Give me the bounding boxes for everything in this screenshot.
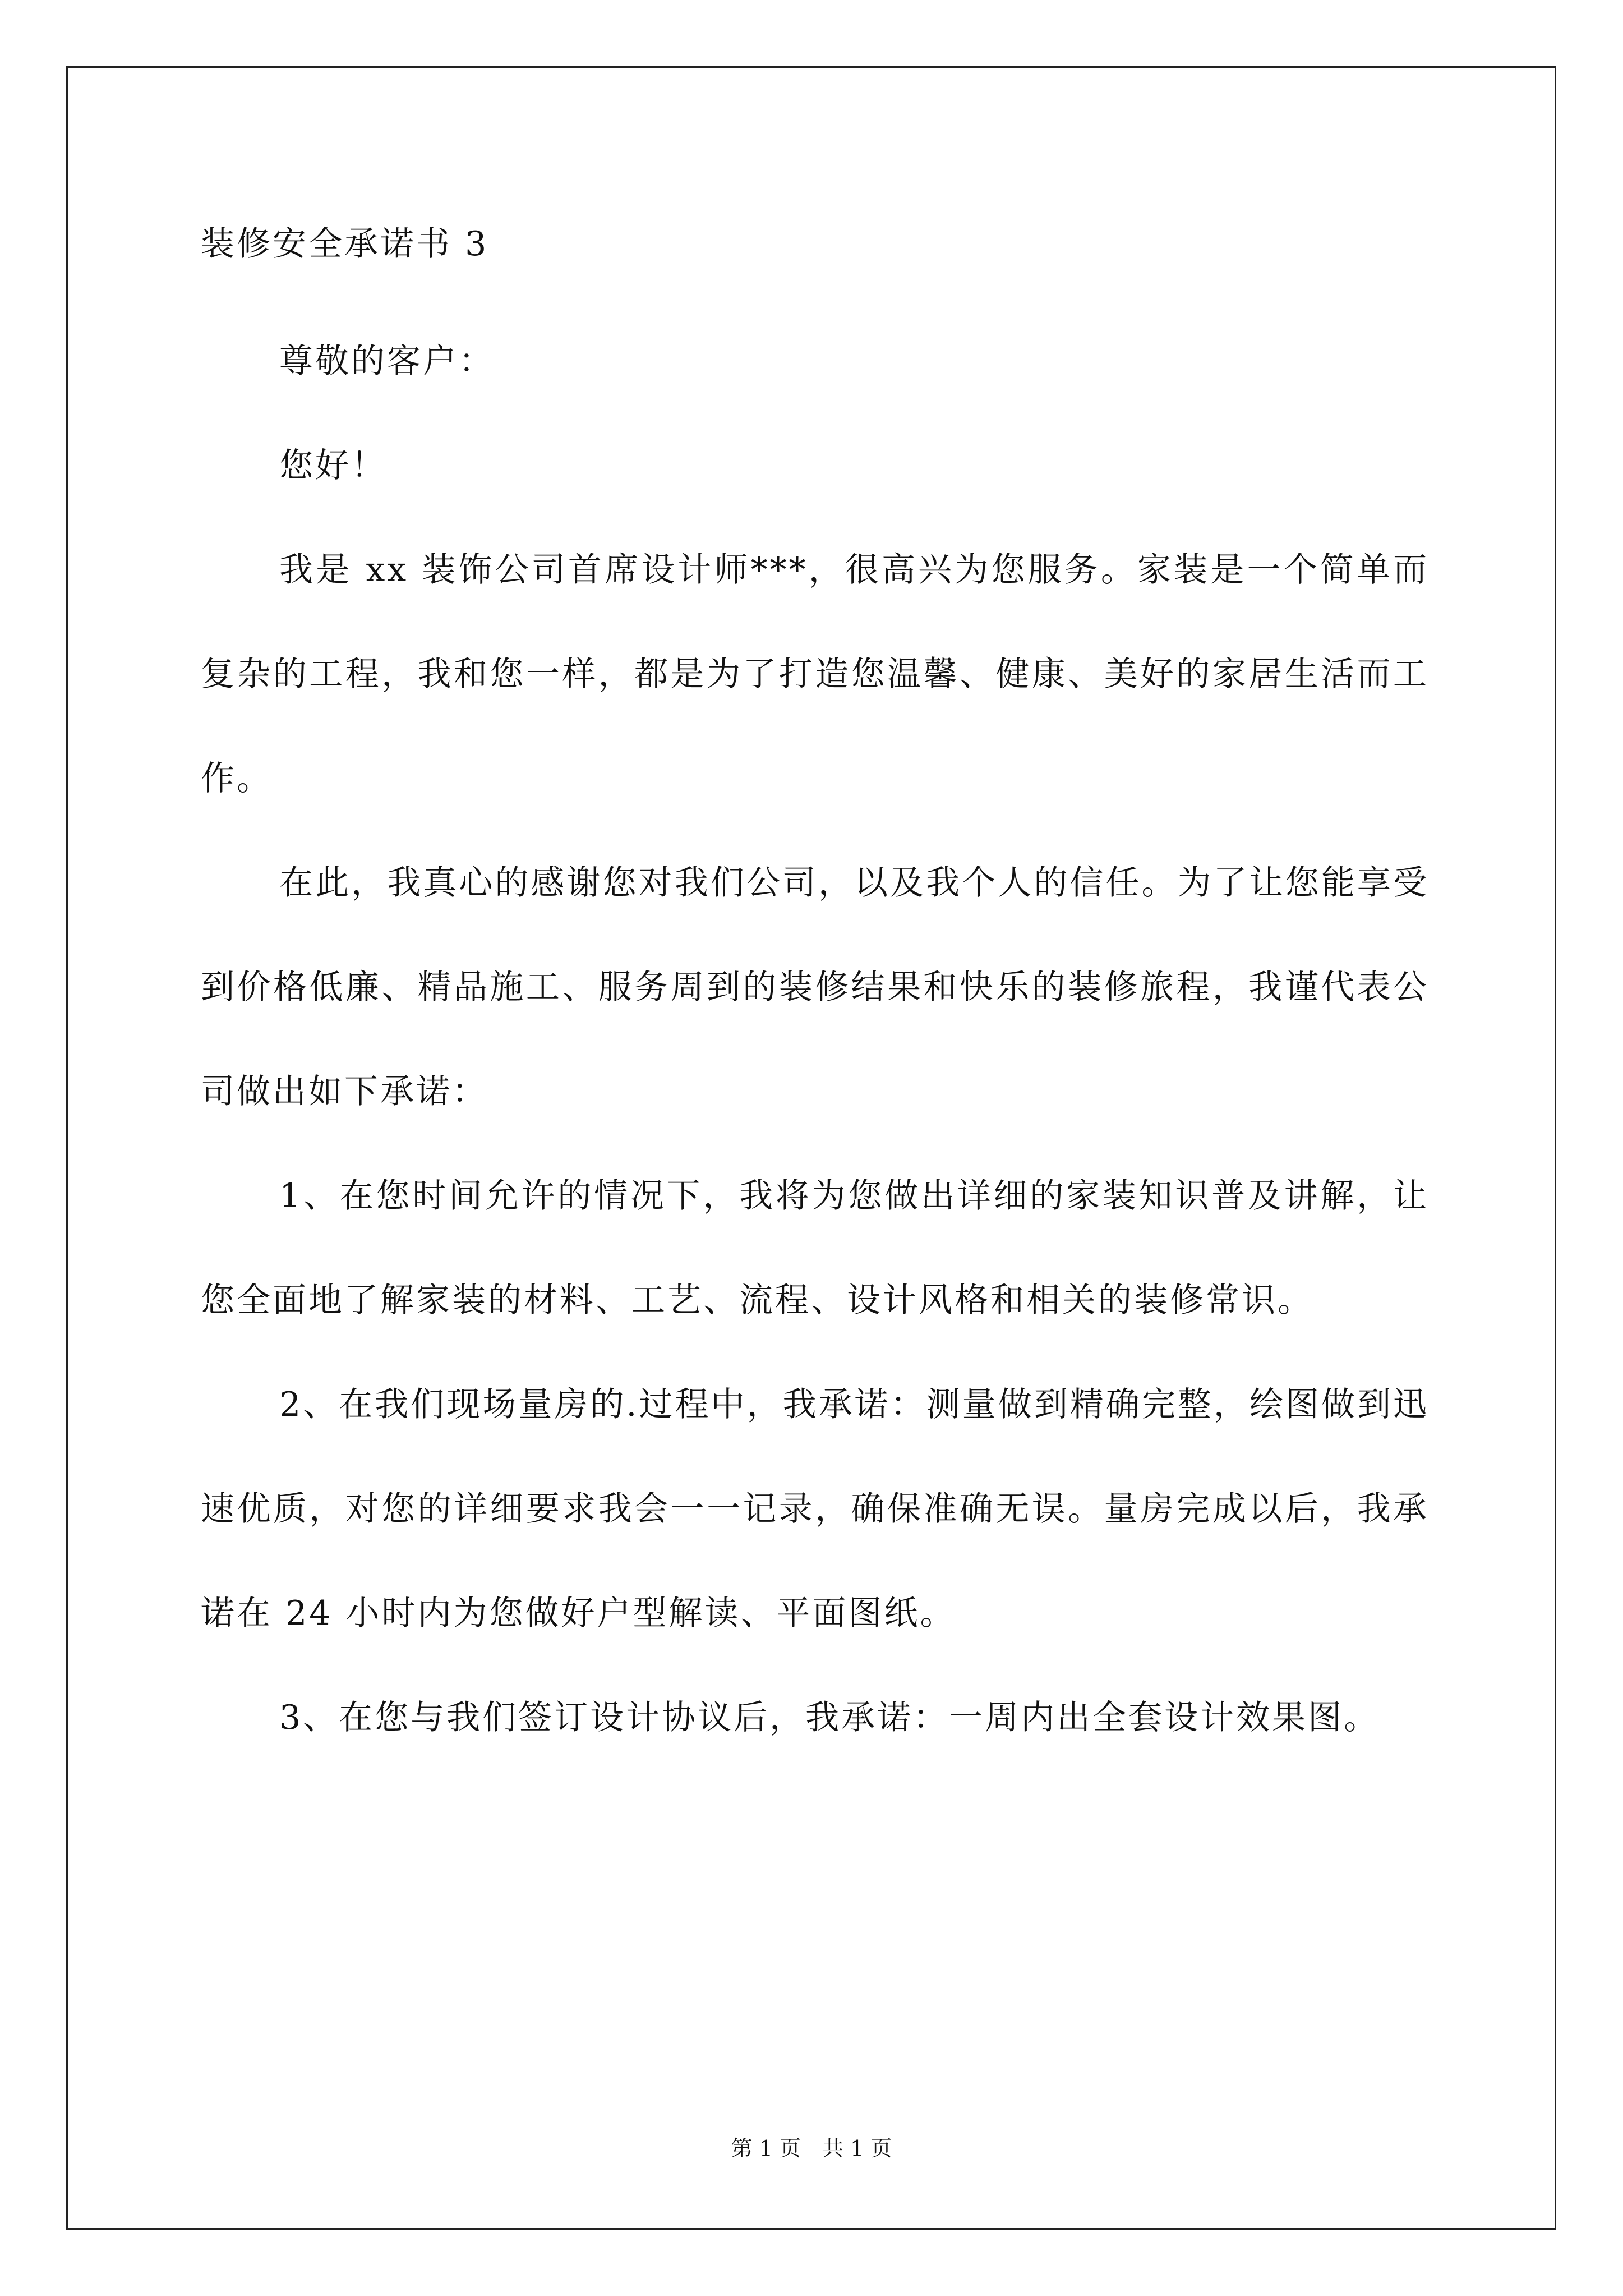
greeting: 您好！ xyxy=(279,446,387,485)
paragraph-introduction: 我是 xx 装饰公司首席设计师***，很高兴为您服务。家装是一个简单而复杂的工程，我和您一样，都是为了打造您温馨、健康、美好的家居生活而工作。 xyxy=(201,550,1429,798)
document-title: 装修安全承诺书 3 xyxy=(201,224,489,264)
page-footer: 第 1 页 共 1 页 xyxy=(731,2136,892,2161)
promise-item-3: 3、在您与我们签订设计协议后，我承诺：一周内出全套设计效果图。 xyxy=(279,1698,1380,1737)
salutation: 尊敬的客户： xyxy=(279,342,495,381)
document-body xyxy=(201,222,1429,1770)
paragraph-thanks: 在此，我真心的感谢您对我们公司，以及我个人的信任。为了让您能享受到价格低廉、精品施工、服务周到的装修结果和快乐的装修旅程，我谨代表公司做出如下承诺： xyxy=(201,863,1429,1111)
promise-item-2: 2、在我们现场量房的.过程中，我承诺：测量做到精确完整，绘图做到迅速优质，对您的详细要求我会一一记录，确保准确无误。量房完成以后，我承诺在 24 小时内为您做好户型解读、平面图纸。 xyxy=(201,1385,1429,1633)
promise-item-1: 1、在您时间允许的情况下，我将为您做出详细的家装知识普及讲解，让您全面地了解家装的材料、工艺、流程、设计风格和相关的装修常识。 xyxy=(201,1176,1429,1320)
